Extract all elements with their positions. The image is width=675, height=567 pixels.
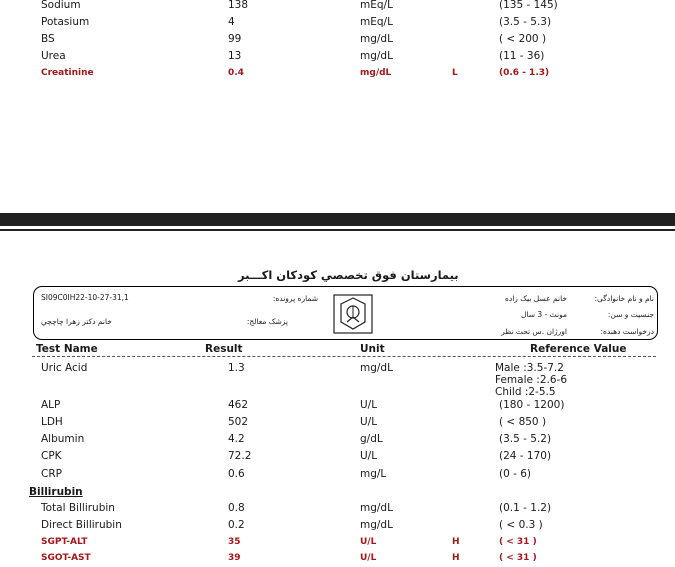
row-reference: (24 - 170) [499, 450, 552, 462]
row-unit: U/L [360, 553, 377, 563]
uric-unit: mg/dL [360, 362, 393, 374]
row-test-name: Albumin [41, 433, 85, 445]
row-test-name: CPK [41, 450, 62, 462]
row-unit: U/L [360, 537, 377, 547]
row-unit: mg/dL [360, 33, 393, 45]
row-result: 35 [228, 537, 241, 547]
column-header-reference: Reference Value [530, 343, 627, 355]
uric-ref-female: Female :2.6-6 [495, 374, 568, 386]
row-unit: mg/dL [360, 50, 393, 62]
section-title-bilirubin: Billirubin [29, 486, 83, 498]
row-test-name: LDH [41, 416, 63, 428]
uric-test-name: Uric Acid [41, 362, 88, 374]
row-result: 462 [228, 399, 249, 411]
row-result: 13 [228, 50, 242, 62]
row-test-name: Potasium [41, 16, 90, 28]
uric-result: 1.3 [228, 362, 245, 374]
row-reference: (0 - 6) [499, 468, 532, 480]
row-result: 0.6 [228, 468, 245, 480]
row-result: 4.2 [228, 433, 245, 445]
row-unit: U/L [360, 450, 378, 462]
row-reference: ( < 0.3 ) [499, 519, 543, 531]
row-result: 138 [228, 0, 249, 11]
hospital-logo-icon [333, 294, 373, 334]
physician-label: پزشک معالج: [246, 317, 288, 326]
row-reference: (11 - 36) [499, 50, 545, 62]
row-unit: U/L [360, 416, 378, 428]
row-reference: ( < 850 ) [499, 416, 547, 428]
column-header-result: Result [205, 343, 243, 355]
barcode-id: SI09C0IH22-10-27-31,1 [41, 293, 129, 302]
row-test-name: CRP [41, 468, 62, 480]
row-result: 0.8 [228, 502, 245, 514]
sex-age-value: مونث - 3 سال [520, 310, 567, 319]
row-test-name: ALP [41, 399, 61, 411]
row-unit: mg/dL [360, 519, 393, 531]
header-divider [32, 356, 656, 357]
row-unit: U/L [360, 399, 378, 411]
row-result: 0.4 [228, 68, 244, 78]
row-unit: g/dL [360, 433, 383, 445]
row-test-name: Total Billirubin [41, 502, 115, 514]
row-test-name: Creatinine [41, 68, 94, 78]
row-reference: (3.5 - 5.2) [499, 433, 552, 445]
row-unit: mg/dL [360, 502, 393, 514]
row-test-name: Urea [41, 50, 66, 62]
row-unit: mg/L [360, 468, 387, 480]
row-test-name: Direct Billirubin [41, 519, 122, 531]
row-reference: (0.6 - 1.3) [499, 68, 550, 78]
request-value: اورژان .س تحت نظر [501, 327, 567, 336]
hospital-title: بیمارستان فوق تخصصي کودکان اکـــبر [238, 268, 459, 282]
row-unit: mg/dL [360, 68, 392, 78]
row-reference: ( < 31 ) [499, 537, 537, 547]
uric-ref-male: Male :3.5-7.2 [495, 362, 564, 374]
row-reference: ( < 200 ) [499, 33, 547, 45]
row-result: 0.2 [228, 519, 245, 531]
row-result: 39 [228, 553, 241, 563]
request-label: درخواست دهنده: [600, 327, 654, 336]
patient-name-label: نام و نام خانوادگی: [594, 294, 654, 303]
row-result: 4 [228, 16, 235, 28]
row-flag: H [452, 537, 460, 547]
file-number-label: شماره پرونده: [272, 294, 318, 303]
row-result: 502 [228, 416, 249, 428]
page-separator-thin [0, 229, 675, 231]
page-separator-band [0, 213, 675, 226]
uric-ref-child: Child :2-5.5 [495, 386, 556, 398]
column-header-test: Test Name [36, 343, 98, 355]
row-reference: (135 - 145) [499, 0, 558, 11]
row-reference: (3.5 - 5.3) [499, 16, 552, 28]
patient-name-value: خانم عسل بیک زاده [504, 294, 567, 303]
row-flag: L [452, 68, 458, 78]
row-test-name: SGOT-AST [41, 553, 91, 563]
column-header-unit: Unit [360, 343, 385, 355]
row-unit: mEq/L [360, 16, 393, 28]
row-flag: H [452, 553, 460, 563]
row-reference: (180 - 1200) [499, 399, 565, 411]
physician-name: خانم دکتر زهرا چاچچي [41, 317, 112, 326]
row-result: 72.2 [228, 450, 252, 462]
row-reference: (0.1 - 1.2) [499, 502, 552, 514]
row-reference: ( < 31 ) [499, 553, 537, 563]
row-test-name: BS [41, 33, 55, 45]
sex-age-label: جنسیت و سن: [607, 310, 654, 319]
row-test-name: SGPT-ALT [41, 537, 88, 547]
row-result: 99 [228, 33, 242, 45]
row-test-name: Sodium [41, 0, 81, 11]
row-unit: mEq/L [360, 0, 393, 11]
